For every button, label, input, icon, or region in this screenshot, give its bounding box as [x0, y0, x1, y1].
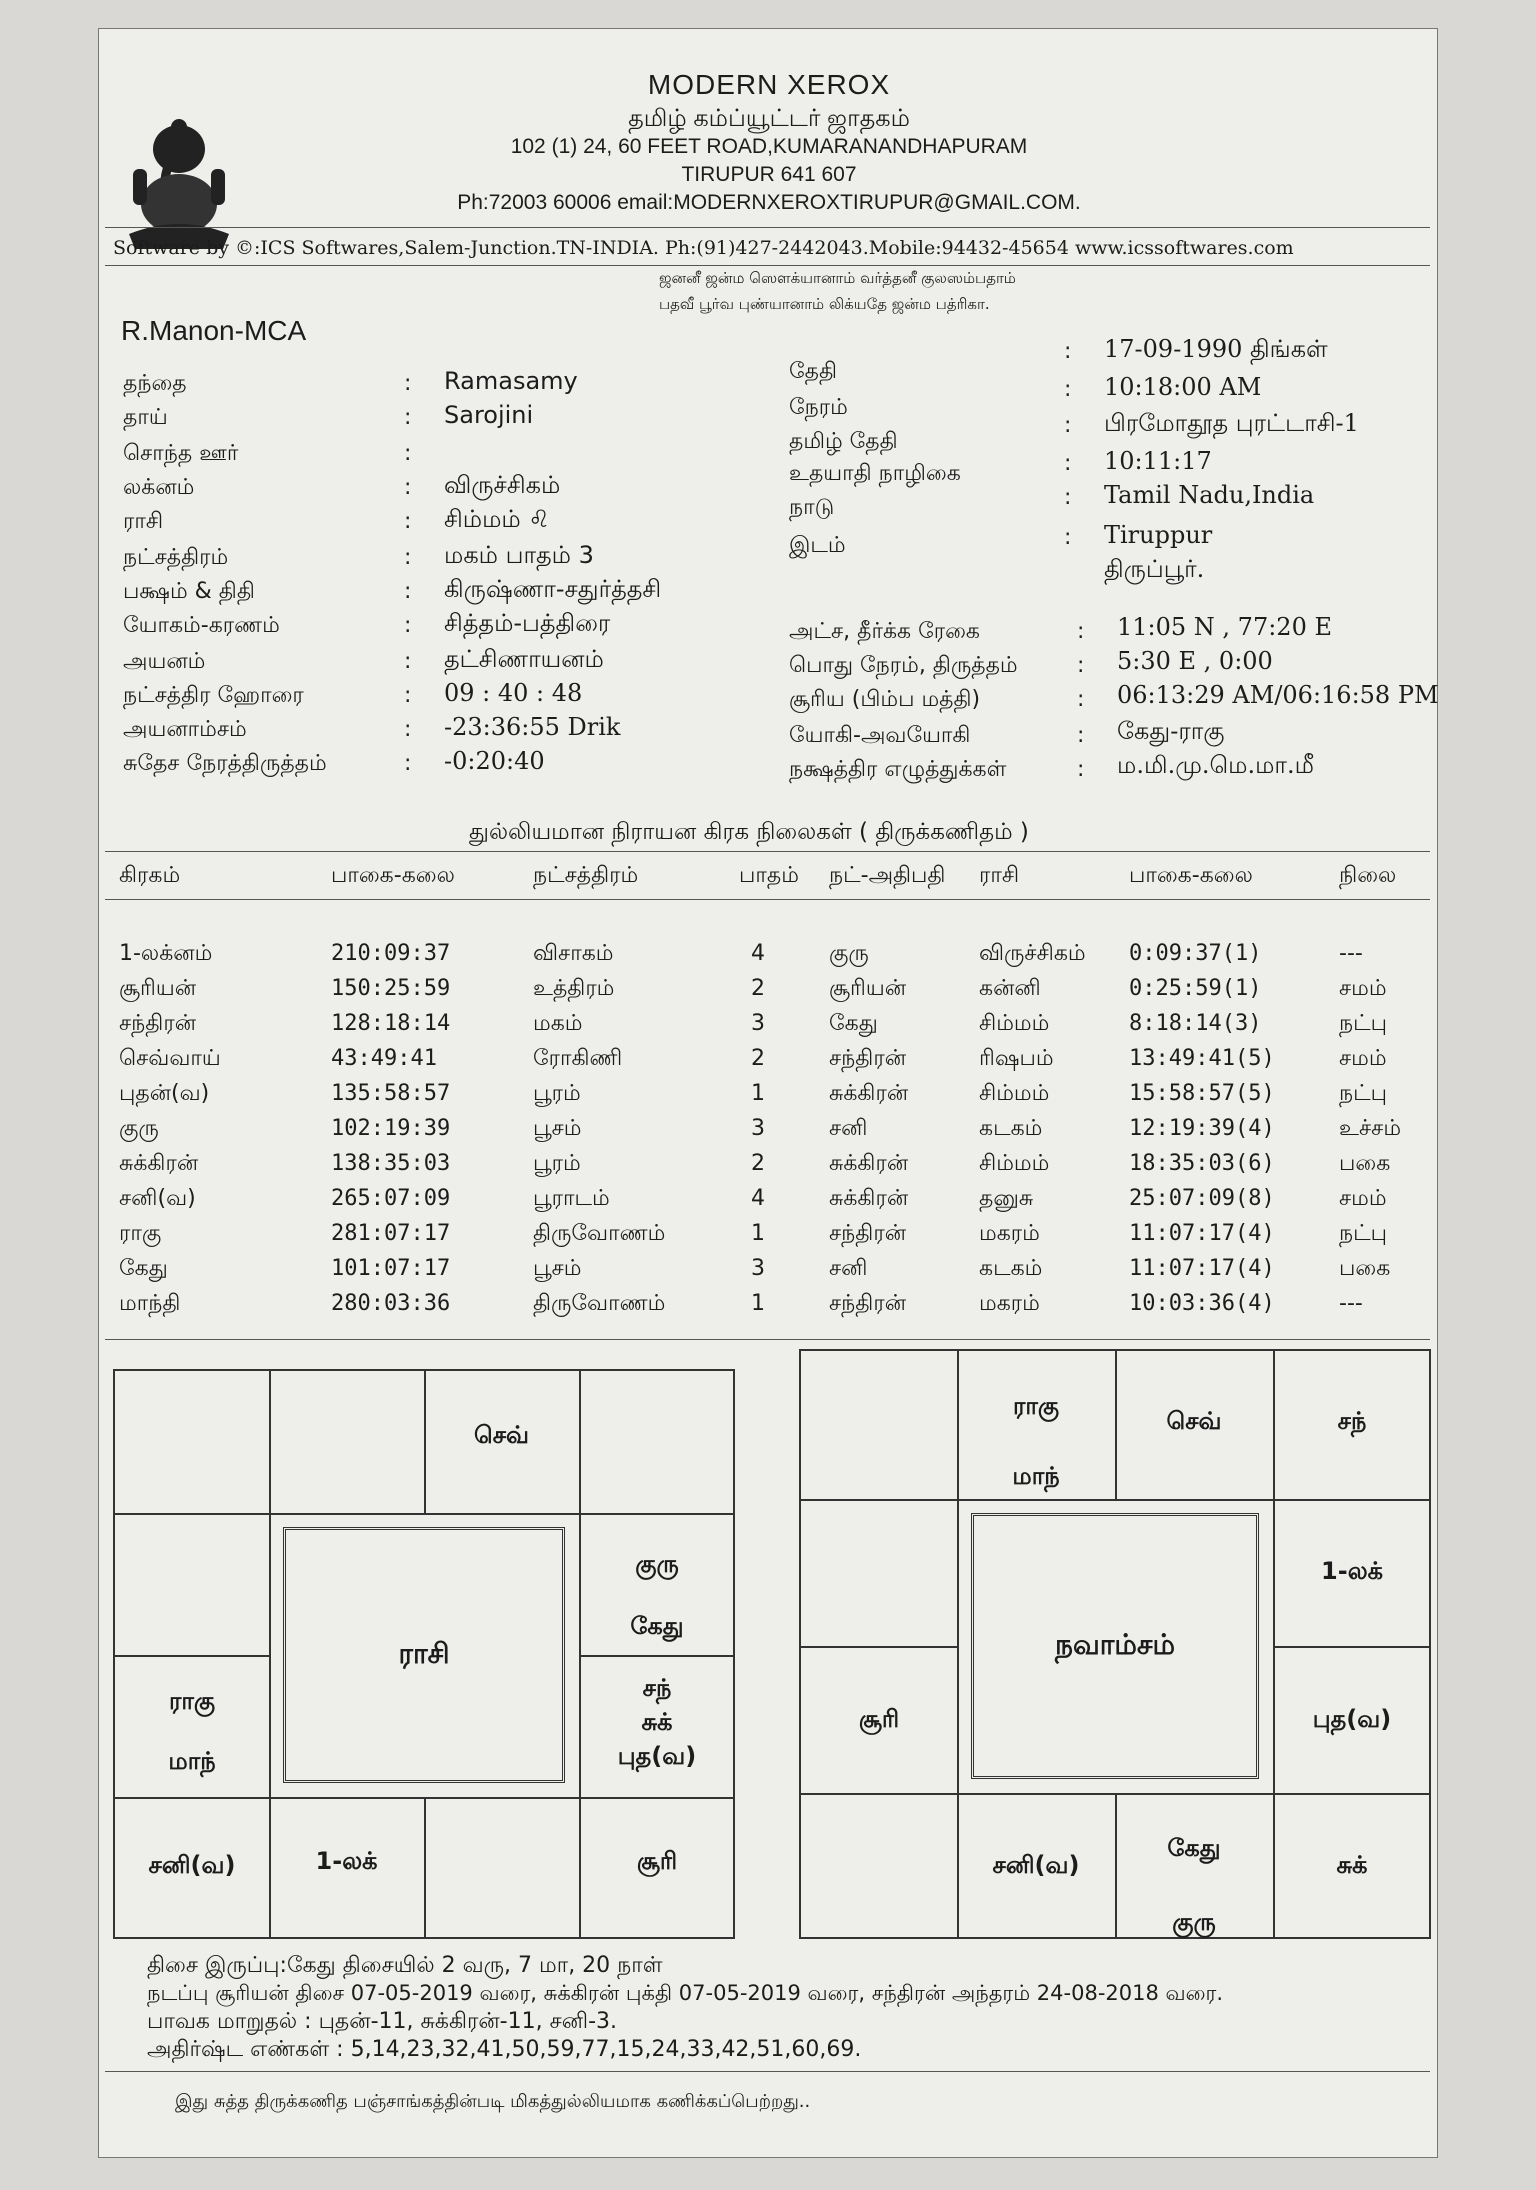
table-cell: சுக்கிரன் [119, 1151, 199, 1176]
detail-label: சூரிய (பிம்ப மத்தி) [789, 687, 981, 712]
detail-value: 11:05 N , 77:20 E [1117, 613, 1332, 641]
rasi-house-suri: சூரி [636, 1847, 678, 1875]
table-cell: ரிஷபம் [979, 1046, 1054, 1071]
detail-separator: : [1077, 619, 1085, 644]
table-cell: 265:07:09 [331, 1186, 451, 1211]
table-row [99, 1151, 1419, 1185]
table-cell: 1 [751, 1081, 765, 1106]
detail-separator: : [404, 509, 412, 534]
detail-label: நேரம் [789, 395, 848, 420]
table-cell: பூராடம் [533, 1186, 610, 1211]
horoscope-sheet [98, 28, 1438, 2158]
table-header-cell: நிலை [1339, 863, 1397, 888]
detail-value: திருப்பூர். [1104, 555, 1205, 583]
detail-separator: : [1077, 653, 1085, 678]
detail-value: தட்சிணாயனம் [444, 645, 604, 673]
table-cell: 101:07:17 [331, 1256, 451, 1281]
table-cell: 25:07:09(8) [1129, 1186, 1275, 1211]
detail-label: தமிழ் தேதி [789, 429, 898, 454]
table-cell: விசாகம் [533, 941, 614, 966]
address-line-2: TIRUPUR 641 607 [681, 163, 857, 186]
table-cell: சமம் [1339, 1046, 1387, 1071]
detail-separator: : [404, 441, 412, 466]
table-header-cell: ராசி [979, 863, 1020, 888]
shop-name: MODERN XEROX [647, 69, 891, 100]
table-cell: 11:07:17(4) [1129, 1256, 1275, 1281]
table-cell: சுக்கிரன் [829, 1081, 909, 1106]
detail-value: Tamil Nadu,India [1104, 481, 1315, 509]
table-row [99, 1186, 1419, 1220]
table-cell: 43:49:41 [331, 1046, 437, 1071]
detail-separator: : [404, 545, 412, 570]
table-cell: 15:58:57(5) [1129, 1081, 1275, 1106]
detail-separator: : [404, 579, 412, 604]
table-cell: 3 [751, 1256, 765, 1281]
detail-label: ராசி [123, 509, 164, 534]
detail-separator: : [1064, 451, 1072, 476]
table-cell: பகை [1339, 1151, 1391, 1176]
table-cell: 1 [751, 1221, 765, 1246]
table-header-cell: பாதம் [739, 863, 799, 888]
table-cell: 0:25:59(1) [1129, 976, 1262, 1001]
detail-value: கேது-ராகு [1117, 717, 1225, 745]
detail-label: யோகம்-கரணம் [123, 613, 280, 638]
table-cell: சனி [829, 1116, 868, 1141]
detail-separator: : [404, 717, 412, 742]
rasi-chart [113, 1369, 735, 1939]
navamsa-house-sev: செவ் [1166, 1407, 1222, 1435]
table-cell: குரு [119, 1116, 159, 1141]
table-cell: 4 [751, 941, 765, 966]
table-cell: 280:03:36 [331, 1291, 451, 1316]
table-cell: நட்பு [1339, 1011, 1387, 1036]
table-cell: 10:03:36(4) [1129, 1291, 1275, 1316]
table-cell: சமம் [1339, 1186, 1387, 1211]
table-cell: 135:58:57 [331, 1081, 451, 1106]
table-header-cell: நட்சத்திரம் [533, 863, 639, 888]
table-cell: ரோகிணி [533, 1046, 623, 1071]
table-cell: 0:09:37(1) [1129, 941, 1262, 966]
detail-label: சுதேச நேரத்திருத்தம் [123, 751, 327, 776]
table-cell: தனுசு [979, 1186, 1034, 1211]
detail-separator: : [404, 751, 412, 776]
navamsa-house-kethu-guru: கேது குரு [1167, 1834, 1221, 1936]
table-cell: விருச்சிகம் [979, 941, 1086, 966]
lucky-numbers: அதிர்ஷ்ட எண்கள் : 5,14,23,32,41,50,59,77,15,24,33,42,51,60,69. [147, 2037, 862, 2062]
table-cell: சந்திரன் [119, 1011, 197, 1036]
table-cell: மகரம் [979, 1221, 1040, 1246]
navamsa-house-suk: சுக் [1336, 1851, 1368, 1879]
table-cell: சூரியன் [119, 976, 197, 1001]
detail-separator: : [1077, 687, 1085, 712]
table-cell: புதன்(வ) [119, 1081, 210, 1106]
table-cell: சுக்கிரன் [829, 1151, 909, 1176]
detail-label: இடம் [789, 533, 846, 558]
verse-line-2: பதவீ பூர்வ புண்யானாம் லிக்யதே ஜன்ம பத்ரிகா. [659, 295, 990, 313]
table-cell: பூசம் [533, 1116, 582, 1141]
detail-label: பக்ஷம் & திதி [123, 579, 255, 604]
table-cell: கன்னி [979, 976, 1041, 1001]
detail-separator: : [404, 475, 412, 500]
detail-separator: : [1064, 339, 1072, 364]
table-cell: 3 [751, 1116, 765, 1141]
table-cell: கடகம் [979, 1116, 1043, 1141]
table-cell: 13:49:41(5) [1129, 1046, 1275, 1071]
detail-value: சித்தம்-பத்திரை [444, 609, 611, 637]
table-cell: உத்திரம் [533, 976, 615, 1001]
detail-value: சிம்மம் ♌ [444, 505, 550, 533]
table-cell: சுக்கிரன் [829, 1186, 909, 1211]
detail-value: Sarojini [444, 401, 534, 429]
table-header-cell: நட்-அதிபதி [829, 863, 946, 888]
table-cell: குரு [829, 941, 869, 966]
detail-label: நட்சத்திர ஹோரை [123, 683, 304, 708]
detail-label: அட்ச, தீர்க்க ரேகை [789, 619, 980, 644]
table-cell: சமம் [1339, 976, 1387, 1001]
table-cell: 2 [751, 1046, 765, 1071]
table-row [99, 941, 1419, 975]
detail-separator: : [1077, 757, 1085, 782]
detail-label: லக்னம் [123, 475, 195, 500]
table-cell: பூசம் [533, 1256, 582, 1281]
table-cell: பகை [1339, 1256, 1391, 1281]
detail-value: பிரமோதூத புரட்டாசி-1 [1104, 409, 1359, 437]
detail-separator: : [404, 371, 412, 396]
detail-separator: : [1064, 525, 1072, 550]
table-cell: கேது [829, 1011, 878, 1036]
detail-value: -23:36:55 Drik [444, 713, 621, 741]
rasi-house-sani: சனி(வ) [148, 1851, 236, 1879]
detail-label: நாடு [789, 495, 835, 520]
table-cell: சந்திரன் [829, 1221, 907, 1246]
table-cell: 210:09:37 [331, 941, 451, 966]
detail-value: 10:11:17 [1104, 447, 1212, 475]
table-cell: பூரம் [533, 1081, 581, 1106]
table-cell: சந்திரன் [829, 1046, 907, 1071]
detail-label: யோகி-அவயோகி [789, 723, 971, 748]
detail-separator: : [404, 649, 412, 674]
table-cell: 2 [751, 1151, 765, 1176]
detail-separator: : [404, 683, 412, 708]
detail-value: கிருஷ்ணா-சதுர்த்தசி [444, 575, 662, 603]
table-header-cell: பாகை-கலை [331, 863, 455, 888]
detail-value: 17-09-1990 திங்கள் [1104, 335, 1328, 363]
rasi-house-rahu-mandhi: ராகு மாந் [168, 1687, 216, 1775]
table-cell: --- [1339, 1291, 1363, 1316]
table-row [99, 976, 1419, 1010]
detail-label: நக்ஷத்திர எழுத்துக்கள் [789, 757, 1007, 782]
detail-value: 5:30 E , 0:00 [1117, 647, 1273, 675]
table-cell: சிம்மம் [979, 1011, 1050, 1036]
planet-table-title: துல்லியமான நிராயன கிரக நிலைகள் ( திருக்கணிதம் ) [469, 819, 1029, 845]
shop-subtitle: தமிழ் கம்ப்யூட்டர் ஜாதகம் [628, 105, 910, 132]
detail-value: விருச்சிகம் [444, 471, 561, 499]
table-cell: 102:19:39 [331, 1116, 451, 1141]
table-cell: மாந்தி [119, 1291, 181, 1316]
bhava-change: பாவக மாறுதல் : புதன்-11, சுக்கிரன்-11, சனி-3. [147, 2009, 618, 2034]
rasi-chart-title: ராசி [283, 1527, 565, 1783]
table-row [99, 1256, 1419, 1290]
detail-separator: : [404, 405, 412, 430]
software-credit: Software by ©:ICS Softwares,Salem-Junction.TN-INDIA. Ph:(91)427-2442043.Mobile:94432-45654 www.icssoftwares.com [113, 237, 1294, 259]
table-row [99, 1081, 1419, 1115]
detail-value: ம.மி.மு.மெ.மா.மீ [1117, 751, 1314, 779]
table-cell: கடகம் [979, 1256, 1043, 1281]
table-cell: 12:19:39(4) [1129, 1116, 1275, 1141]
navamsa-house-suri: சூரி [858, 1705, 900, 1733]
table-cell: உச்சம் [1339, 1116, 1402, 1141]
table-cell: --- [1339, 941, 1363, 966]
table-cell: நட்பு [1339, 1221, 1387, 1246]
table-cell: நட்பு [1339, 1081, 1387, 1106]
detail-value: 06:13:29 AM/06:16:58 PM [1117, 681, 1439, 709]
detail-value: Ramasamy [444, 367, 578, 395]
table-cell: சூரியன் [829, 976, 907, 1001]
table-cell: 2 [751, 976, 765, 1001]
table-cell: திருவோணம் [533, 1291, 666, 1316]
navamsa-house-rahu-mandhi: ராகு மாந் [1012, 1392, 1060, 1490]
table-cell: பூரம் [533, 1151, 581, 1176]
table-cell: சந்திரன் [829, 1291, 907, 1316]
detail-value: -0:20:40 [444, 747, 545, 775]
table-cell: கேது [119, 1256, 168, 1281]
navamsa-house-budh: புத(வ) [1312, 1705, 1392, 1733]
detail-label: அயனாம்சம் [123, 717, 247, 742]
detail-label: சொந்த ஊர் [123, 441, 239, 466]
table-cell: 11:07:17(4) [1129, 1221, 1275, 1246]
detail-label: தாய் [123, 405, 168, 430]
detail-label: உதயாதி நாழிகை [789, 461, 961, 486]
detail-value: 09 : 40 : 48 [444, 679, 583, 707]
table-cell: ராகு [119, 1221, 162, 1246]
contact-line: Ph:72003 60006 email:MODERNXEROXTIRUPUR@GMAIL.COM. [457, 191, 1081, 214]
person-name: R.Manon-MCA [121, 315, 307, 346]
table-cell: சனி(வ) [119, 1186, 196, 1211]
detail-value: Tiruppur [1104, 521, 1213, 549]
table-cell: சிம்மம் [979, 1151, 1050, 1176]
navamsa-chart-title: நவாம்சம் [971, 1513, 1259, 1779]
table-cell: 1 [751, 1291, 765, 1316]
detail-value: மகம் பாதம் 3 [444, 541, 594, 569]
table-row [99, 1011, 1419, 1045]
detail-label: தந்தை [123, 371, 187, 396]
table-header-cell: கிரகம் [119, 863, 181, 888]
rasi-house-chan-suk-budh: சந் சுக் புத(வ) [617, 1674, 697, 1770]
table-cell: 4 [751, 1186, 765, 1211]
footer-note: இது சுத்த திருக்கணித பஞ்சாங்கத்தின்படி மிகத்துல்லியமாக கணிக்கப்பெற்றது.. [175, 2091, 811, 2112]
rasi-house-guru-kethu: குரு கேது [630, 1550, 684, 1640]
detail-label: நட்சத்திரம் [123, 545, 229, 570]
table-cell: 18:35:03(6) [1129, 1151, 1275, 1176]
table-row [99, 1221, 1419, 1255]
detail-separator: : [1064, 377, 1072, 402]
dasa-balance: திசை இருப்பு:கேது திசையில் 2 வரு, 7 மா, 20 நாள் [147, 1953, 663, 1978]
navamsa-chart [799, 1349, 1431, 1939]
table-cell: 1-லக்னம் [119, 941, 213, 966]
detail-separator: : [404, 613, 412, 638]
table-cell: 281:07:17 [331, 1221, 451, 1246]
detail-separator: : [1064, 413, 1072, 438]
table-cell: 3 [751, 1011, 765, 1036]
table-cell: மகம் [533, 1011, 583, 1036]
address-line-1: 102 (1) 24, 60 FEET ROAD,KUMARANANDHAPURAM [510, 135, 1028, 158]
navamsa-house-chan: சந் [1337, 1407, 1367, 1435]
rasi-house-sev: செவ் [474, 1421, 529, 1449]
table-cell: சிம்மம் [979, 1081, 1050, 1106]
detail-separator: : [1064, 485, 1072, 510]
table-header-cell: பாகை-கலை [1129, 863, 1253, 888]
table-cell: 150:25:59 [331, 976, 451, 1001]
table-cell: செவ்வாய் [119, 1046, 221, 1071]
navamsa-house-sani: சனி(வ) [992, 1851, 1080, 1879]
table-cell: சனி [829, 1256, 868, 1281]
rasi-house-lagna: 1-லக் [315, 1847, 378, 1875]
table-cell: திருவோணம் [533, 1221, 666, 1246]
detail-label: பொது நேரம், திருத்தம் [789, 653, 1018, 678]
table-row [99, 1046, 1419, 1080]
detail-label: அயனம் [123, 649, 206, 674]
table-row [99, 1291, 1419, 1325]
table-row [99, 1116, 1419, 1150]
detail-value: 10:18:00 AM [1104, 373, 1262, 401]
detail-separator: : [1077, 723, 1085, 748]
table-cell: மகரம் [979, 1291, 1040, 1316]
current-dasa: நடப்பு சூரியன் திசை 07-05-2019 வரை, சுக்கிரன் புக்தி 07-05-2019 வரை, சந்திரன் அந்தரம் 24-08-2018 வரை. [147, 1981, 1224, 2005]
table-cell: 128:18:14 [331, 1011, 451, 1036]
verse-line-1: ஜனனீ ஜன்ம ஸௌக்யானாம் வர்த்தனீ குலஸம்பதாம் [659, 269, 1016, 287]
navamsa-house-lagna: 1-லக் [1321, 1557, 1383, 1585]
table-cell: 8:18:14(3) [1129, 1011, 1262, 1036]
table-cell: 138:35:03 [331, 1151, 451, 1176]
detail-label: தேதி [789, 359, 837, 384]
